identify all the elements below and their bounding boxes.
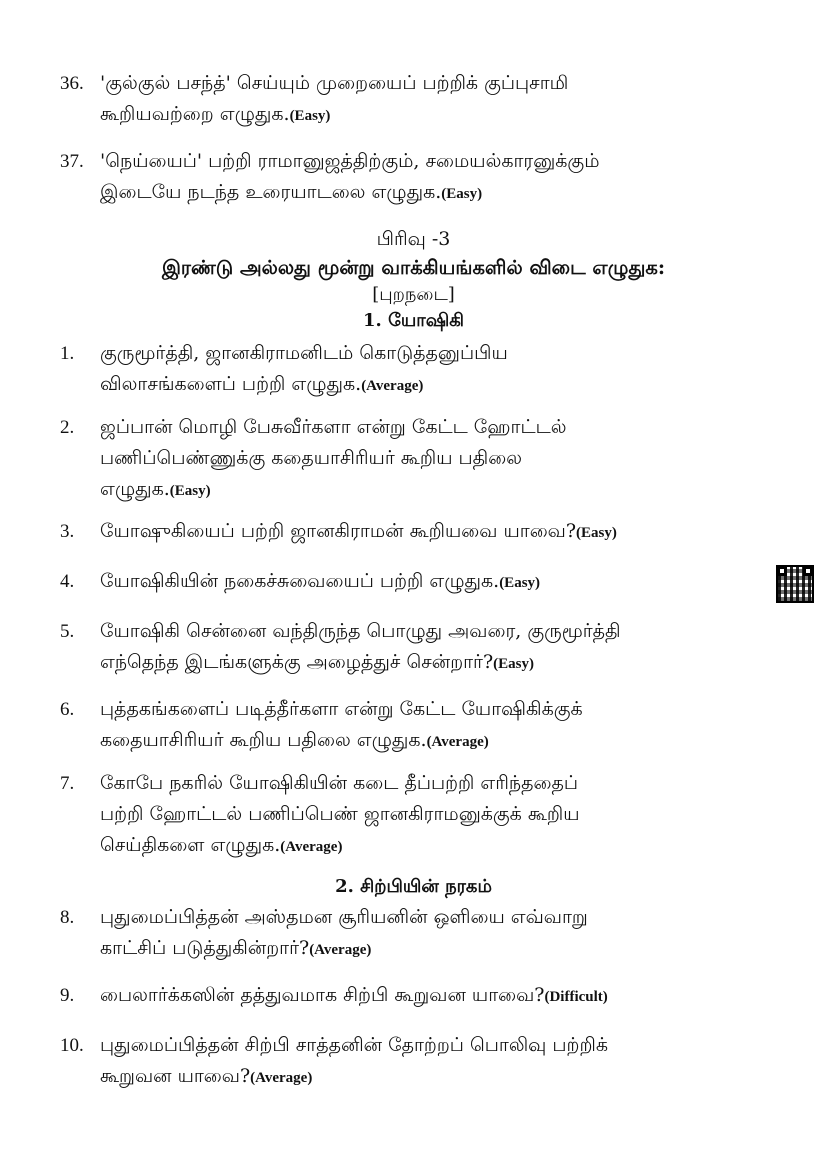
question-text (100, 902, 790, 966)
question-text (100, 516, 790, 549)
question-line: கூறுவன யாவை? (100, 1065, 251, 1087)
question-line: கோபே நகரில் யோஷிகியின் கடை தீப்பற்றி எரிந்ததைப் (100, 772, 578, 794)
question-number: 37. (60, 151, 84, 172)
question-text (100, 146, 790, 210)
question-text (100, 694, 790, 758)
difficulty-label: (Average) (250, 1070, 313, 1086)
question-line: எழுதுக. (100, 478, 170, 500)
question-line: இடையே நடந்த உரையாடலை எழுதுக. (100, 181, 442, 203)
question-line: கதையாசிரியர் கூறிய பதிலை எழுதுக. (100, 729, 427, 751)
instruction-heading: இரண்டு அல்லது மூன்று வாக்கியங்களில் விடை எழுதுக: (161, 256, 666, 279)
question-number: 5. (60, 621, 75, 642)
question-line: கூறியவற்றை எழுதுக. (100, 103, 290, 125)
question-text (100, 980, 790, 1013)
question-line: பற்றி ஹோட்டல் பணிப்பெண் ஜானகிராமனுக்குக் கூறிய (100, 803, 580, 825)
question-line: 'குல்குல் பசந்த்' செய்யும் முறையைப் பற்றிக் குப்புசாமி (100, 72, 569, 94)
question-5 (60, 616, 790, 680)
question-number: 2. (60, 417, 75, 438)
question-7 (60, 768, 790, 863)
difficulty-label: (Average) (280, 839, 343, 855)
difficulty-label: (Easy) (289, 108, 331, 124)
question-line: எந்தெந்த இடங்களுக்கு அழைத்துச் சென்றார்? (100, 651, 494, 673)
question-line: பைலார்க்கஸின் தத்துவமாக சிற்பி கூறுவன யாவை? (100, 984, 545, 1006)
question-number: 36. (60, 73, 84, 94)
question-line: குருமூர்த்தி, ஜானகிராமனிடம் கொடுத்தனுப்பிய (100, 342, 508, 364)
question-3 (60, 516, 790, 549)
question-9 (60, 980, 790, 1013)
question-text (100, 616, 790, 680)
question-number: 6. (60, 699, 75, 720)
question-10 (60, 1030, 790, 1094)
question-line: ஜப்பான் மொழி பேசுவீர்களா என்று கேட்ட ஹோட்டல் (100, 416, 567, 438)
question-36 (60, 68, 790, 132)
question-6 (60, 694, 790, 758)
question-line: விலாசங்களைப் பற்றி எழுதுக. (100, 373, 362, 395)
question-line: 'நெய்யைப்' பற்றி ராமானுஜத்திற்கும், சமையல்காரனுக்கும் (100, 150, 600, 172)
question-line: புதுமைப்பித்தன் சிற்பி சாத்தனின் தோற்றப் பொலிவு பற்றிக் (100, 1034, 608, 1056)
question-text (100, 566, 790, 599)
difficulty-label: (Easy) (499, 575, 541, 591)
question-number: 9. (60, 985, 75, 1006)
question-text (100, 768, 790, 863)
question-number: 10. (60, 1035, 84, 1056)
question-number: 4. (60, 571, 75, 592)
question-2 (60, 412, 790, 507)
question-line: யோஷுகியைப் பற்றி ஜானகிராமன் கூறியவை யாவை? (100, 520, 577, 542)
difficulty-label: (Easy) (493, 656, 535, 672)
question-1 (60, 338, 790, 402)
lesson-title: 1. யோஷிகி (363, 310, 464, 331)
question-line: புதுமைப்பித்தன் அஸ்தமன சூரியனின் ஒளியை எவ்வாறு (100, 906, 588, 928)
question-number: 8. (60, 907, 75, 928)
question-number: 1. (60, 343, 75, 364)
question-text (100, 412, 790, 507)
difficulty-label: (Difficult) (544, 989, 608, 1005)
question-line: செய்திகளை எழுதுக. (100, 834, 281, 856)
question-line: பணிப்பெண்ணுக்கு கதையாசிரியர் கூறிய பதிலை (100, 447, 522, 469)
difficulty-label: (Average) (426, 734, 489, 750)
question-line: புத்தகங்களைப் படித்தீர்களா என்று கேட்ட யோஷிகிக்குக் (100, 698, 583, 720)
question-8 (60, 902, 790, 966)
question-37 (60, 146, 790, 210)
question-text (100, 68, 790, 132)
question-number: 7. (60, 773, 75, 794)
difficulty-label: (Average) (309, 942, 372, 958)
section-title: [புறநடை] (372, 284, 455, 305)
question-line: காட்சிப் படுத்துகின்றார்? (100, 937, 310, 959)
difficulty-label: (Easy) (576, 525, 617, 541)
difficulty-label: (Easy) (441, 186, 483, 202)
question-line: யோஷிகி சென்னை வந்திருந்த பொழுது அவரை, குருமூர்த்தி (100, 620, 621, 642)
lesson-title: 2. சிற்பியின் நரகம் (335, 876, 492, 897)
question-number: 3. (60, 521, 75, 542)
difficulty-label: (Average) (361, 378, 424, 394)
question-4 (60, 566, 790, 599)
difficulty-label: (Easy) (169, 483, 211, 499)
qr-code-icon (776, 565, 814, 603)
question-line: யோஷிகியின் நகைச்சுவையைப் பற்றி எழுதுக. (100, 570, 500, 592)
question-text (100, 338, 790, 402)
question-text (100, 1030, 790, 1094)
part-title: பிரிவு -3 (376, 228, 451, 250)
